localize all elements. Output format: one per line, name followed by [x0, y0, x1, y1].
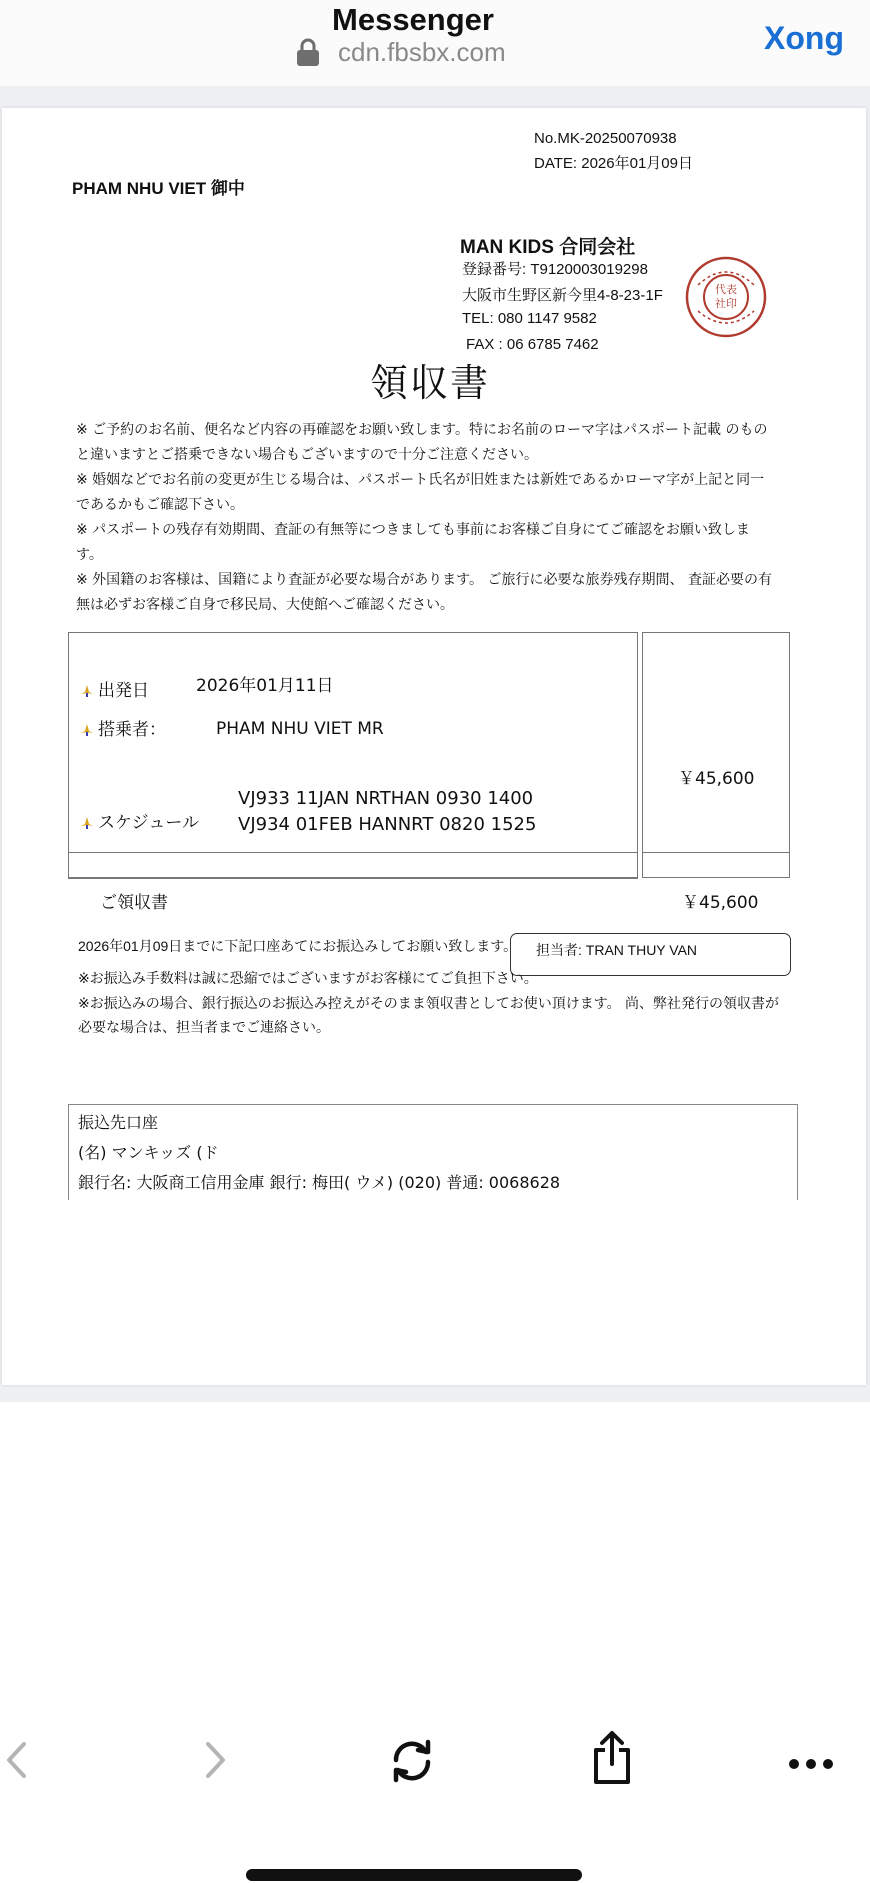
receipt-heading: 領収書 [370, 361, 491, 405]
more-icon[interactable] [788, 1758, 834, 1770]
booking-details-box [68, 632, 638, 878]
company-seal-stamp [684, 255, 768, 339]
flight-marker-icon [80, 684, 94, 698]
departure-row [80, 676, 149, 701]
svg-text:社印: 社印 [715, 297, 737, 310]
company-tel: TEL: 080 1147 9582 [462, 310, 597, 327]
departure-value: 2026年01月11日 [196, 676, 334, 696]
payment-deadline: 2026年01月09日までに下記口座あてにお振込みしてお願い致します。 [78, 938, 518, 954]
note-item: ※ 外国籍のお客様は、国籍により査証が必要な場合があります。 ご旅行に必要な旅券残存期間、 査証必要の有無は必ずお客様ご自身で移民局、大使館へご確認ください。 [76, 572, 772, 613]
details-bottom-rule [68, 852, 638, 853]
company-name: MAN KIDS 合同会社 [460, 237, 636, 258]
receipt-note: ※お振込みの場合、銀行振込のお振込み控えがそのまま領収書としてお使い頂けます。 尚、弊社発行の領収書が必要な場合は、担当者までご連絡さい。 [78, 996, 780, 1036]
note-item: ※ ご予約のお名前、便名など内容の再確認をお願い致します。特にお名前のローマ字はパスポート記載 のものと違いますとご搭乗できない場合もございますので十分ご注意ください。 [76, 422, 768, 463]
svg-text:代表: 代表 [715, 283, 737, 296]
schedule-lines [238, 786, 536, 838]
lock-icon [296, 37, 320, 67]
amount-column [642, 632, 790, 878]
total-label: ご領収書 [100, 893, 168, 913]
flight-marker-icon [80, 723, 94, 737]
departure-label: 出発日 [98, 681, 149, 701]
schedule-row [80, 808, 199, 833]
schedule-label: スケジュール [98, 813, 199, 833]
passenger-label: 搭乗者： [98, 720, 166, 740]
fee-note: ※お振込み手数料は誠に恐縮ではございますがお客様にてご負担下さい。 [78, 971, 538, 987]
share-icon[interactable] [592, 1730, 632, 1784]
details-divider [68, 878, 638, 879]
schedule-line: VJ934 01FEB HANNRT 0820 1525 [238, 814, 537, 835]
line-amount: ￥45,600 [678, 769, 755, 789]
bank-holder: (名) マンキッズ (ド [78, 1143, 219, 1162]
amount-column-rule [642, 852, 790, 853]
notes-section [76, 418, 776, 618]
done-button[interactable]: Xong [764, 20, 844, 56]
recipient-name: PHAM NHU VIET 御中 [72, 179, 245, 198]
document-number: No.MK-20250070938 [534, 130, 677, 147]
browser-header [0, 0, 870, 86]
company-registration: 登録番号: T9120003019298 [462, 261, 648, 278]
staff-name: 担当者: TRAN THUY VAN [536, 942, 698, 958]
document-date: DATE: 2026年01月09日 [534, 155, 693, 172]
browser-toolbar [0, 1700, 870, 1820]
reload-icon[interactable] [388, 1738, 436, 1784]
total-amount: ￥45,600 [682, 893, 759, 913]
forward-icon[interactable] [204, 1740, 228, 1780]
passenger-row [80, 715, 166, 740]
browser-title: Messenger [332, 2, 494, 37]
schedule-line: VJ933 11JAN NRTHAN 0930 1400 [238, 788, 534, 809]
back-icon[interactable] [4, 1740, 28, 1780]
bank-details: 銀行名: 大阪商工信用金庫 銀行: 梅田( ウメ) (020) 普通: 0068628 [78, 1173, 561, 1192]
company-address: 大阪市生野区新今里4-8-23-1F [462, 287, 663, 304]
note-item: ※ パスポートの残存有効期間、査証の有無等につきましても事前にお客様ご自身にてご確認をお願い致します。 [76, 522, 750, 563]
flight-marker-icon [80, 816, 94, 830]
bank-title: 振込先口座 [78, 1113, 159, 1132]
note-item: ※ 婚姻などでお名前の変更が生じる場合は、パスポート氏名が旧姓または新姓であるかローマ字が上記と同一であるかもご確認下さい。 [76, 472, 765, 513]
url-bar[interactable] [296, 34, 506, 70]
receipt-document [2, 108, 866, 1385]
home-indicator [246, 1869, 582, 1881]
company-fax: FAX : 06 6785 7462 [466, 336, 599, 353]
url-text: cdn.fbsbx.com [338, 36, 506, 67]
passenger-value: PHAM NHU VIET MR [216, 719, 384, 739]
